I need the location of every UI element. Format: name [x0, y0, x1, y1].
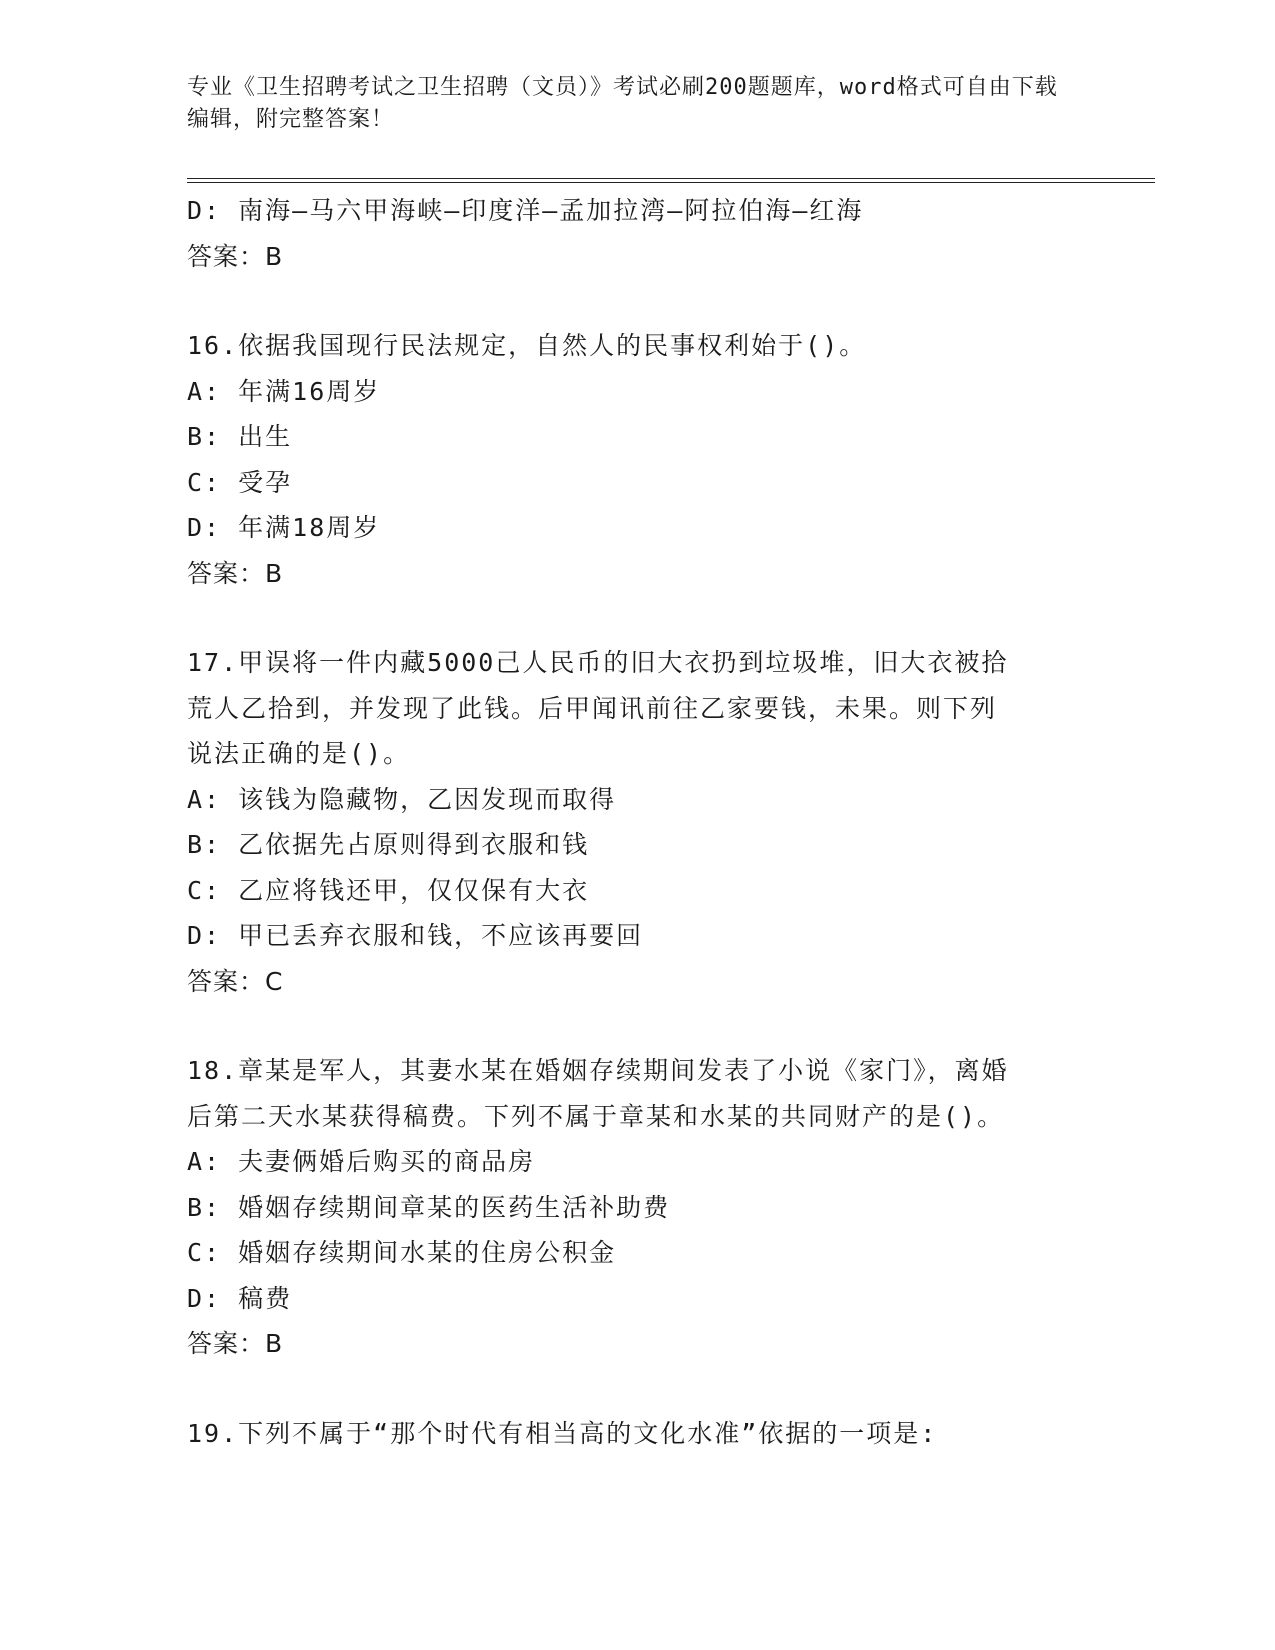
- question-stem: 18.章某是军人，其妻水某在婚姻存续期间发表了小说《家门》，离婚: [187, 1056, 1009, 1085]
- question-18: [187, 1048, 1087, 1367]
- document-header: 专业《卫生招聘考试之卫生招聘（文员）》考试必刷200题题库，word格式可自由下载编辑，附完整答案！: [187, 75, 1058, 132]
- question-17: [187, 640, 1087, 1004]
- option-a: A: 该钱为隐藏物，乙因发现而取得: [187, 784, 617, 814]
- option-d: D: 甲已丢弃衣服和钱，不应该再要回: [187, 921, 644, 950]
- option-a: A: 年满16周岁: [187, 376, 381, 406]
- question-stem: 16.依据我国现行民法规定，自然人的民事权利始于()。: [187, 331, 867, 360]
- question-16: [187, 323, 1087, 596]
- option-c: C: 受孕: [187, 467, 293, 497]
- header-divider: [187, 178, 1155, 183]
- spacer: [187, 1004, 1087, 1048]
- answer: 答案：B: [187, 241, 284, 271]
- option-c: C: 婚姻存续期间水某的住房公积金: [187, 1238, 617, 1267]
- answer: 答案：B: [187, 1329, 284, 1358]
- spacer: [187, 596, 1087, 640]
- question-stem: 17.甲误将一件内藏5000己人民币的旧大衣扔到垃圾堆，旧大衣被拾: [187, 648, 1009, 677]
- document-content: [187, 188, 1087, 1456]
- option-c: C: 乙应将钱还甲，仅仅保有大衣: [187, 875, 590, 905]
- option-a: A: 夫妻俩婚后购买的商品房: [187, 1147, 536, 1176]
- answer: 答案：B: [187, 558, 284, 588]
- question-stem: 说法正确的是()。: [187, 739, 411, 768]
- question-stem: 19.下列不属于“那个时代有相当高的文化水准”依据的一项是:: [187, 1418, 938, 1448]
- option-b: B: 乙依据先占原则得到衣服和钱: [187, 830, 590, 859]
- spacer: [187, 1367, 1087, 1411]
- question-stem: 后第二天水某获得稿费。下列不属于章某和水某的共同财产的是()。: [187, 1101, 1005, 1131]
- question-19: [187, 1411, 1087, 1457]
- option-b: B: 出生: [187, 422, 293, 451]
- spacer: [187, 279, 1087, 323]
- answer: 答案：C: [187, 966, 284, 996]
- option-d: D: 年满18周岁: [187, 513, 381, 542]
- option-d: D: 稿费: [187, 1283, 293, 1313]
- option-b: B: 婚姻存续期间章某的医药生活补助费: [187, 1192, 671, 1222]
- question-stem: 荒人乙拾到，并发现了此钱。后甲闻讯前往乙家要钱，未果。则下列: [187, 693, 998, 723]
- option-d: D: 南海—马六甲海峡—印度洋—孟加拉湾—阿拉伯海—红海: [187, 196, 864, 225]
